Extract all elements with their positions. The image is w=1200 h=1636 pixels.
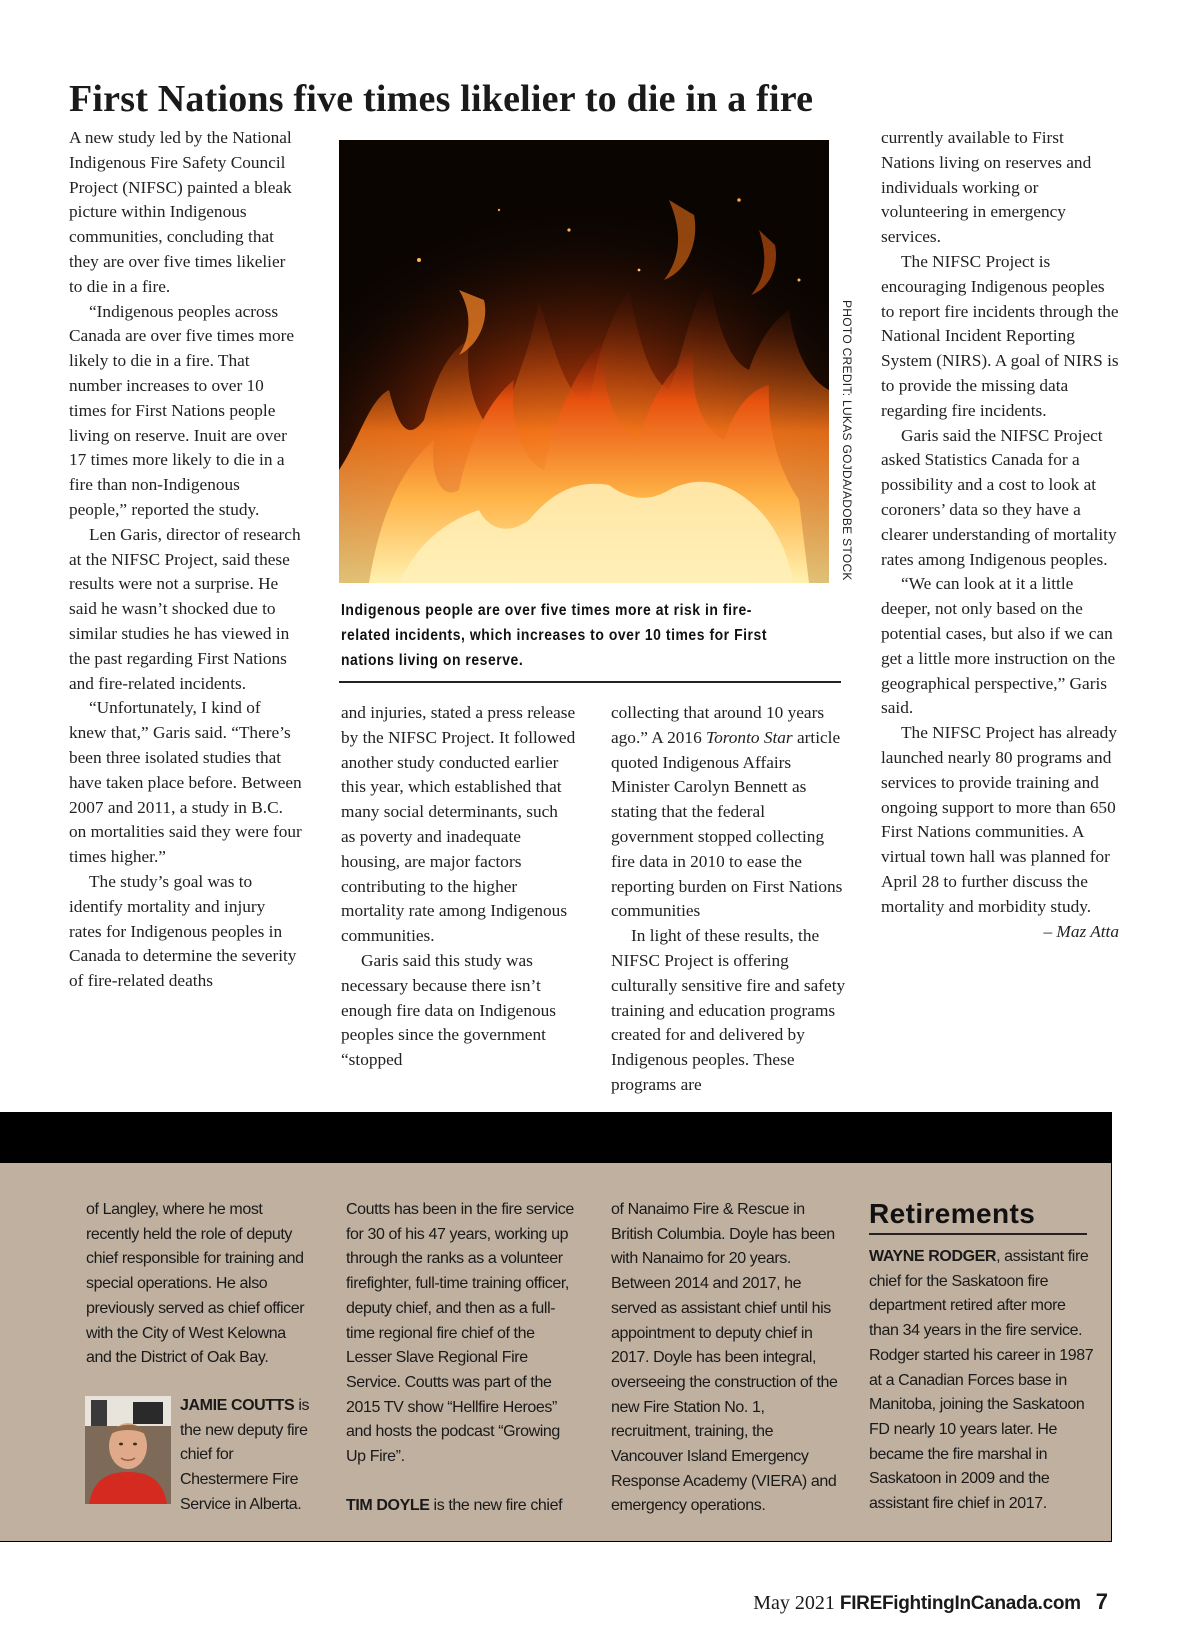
panel-column-3 (611, 1198, 843, 1519)
panel-column-2 (346, 1198, 576, 1519)
text-run: is the new fire chief (429, 1497, 563, 1515)
page-footer (753, 1589, 1108, 1617)
headshot-image (85, 1396, 171, 1504)
article-paragraph: The NIFSC Project is encouraging Indigenous peoples to report fire incidents through the National Incident Reporting System (NIRS). A goal of NIRS is to provide the missing data regarding fire incidents. (881, 251, 1119, 420)
article-paragraph: and injuries, stated a press release by the NIFSC Project. It followed another study conducted earlier this year, which established that many social determinants, such as poverty and inadequate housing, are major factors contributing to the higher mortality rate among Indigenous communities. (341, 703, 576, 946)
magazine-website: FIREFightingInCanada.com (839, 1593, 1081, 1614)
page-number: 7 (1095, 1589, 1108, 1614)
article-paragraph: In light of these results, the NIFSC Project is offering culturally sensitive fire and safety training and education programs created for and delivered by Indigenous peoples. These programs are (611, 926, 846, 1094)
panel-paragraph (346, 1494, 576, 1519)
section-bar (0, 1112, 1112, 1164)
text-run: , assistant fire chief for the Saskatoon fire department retired after more than 34 years in the fire service. Rodger started his career in 1987 at a Canadian Forces base in Manitoba, joining the Saskatoon FD nearly 10 years later. He became the fire marshal in Saskatoon in 2009 and the assistant fire chief in 2017. (869, 1248, 1094, 1513)
panel-paragraph: Coutts has been in the fire service for 30 of his 47 years, working up through the ranks as a volunteer firefighter, full-time training officer, deputy chief, and then as a full-time regional fire chief of the Lesser Slave Regional Fire Service. Coutts was part of the 2015 TV show “Hellfire Heroes” and hosts the podcast “Growing Up Fire”. (346, 1201, 574, 1466)
article-paragraph: The study’s goal was to identify mortality and injury rates for Indigenous peoples in Canada to determine the severity of fire-related deaths (69, 871, 297, 991)
publication-name: Toronto Star (706, 727, 793, 747)
fire-photo (339, 140, 829, 583)
article-paragraph (611, 701, 846, 924)
panel-paragraph: of Langley, where he most recently held the role of deputy chief responsible for training and special operations. He also previously served as chief officer with the City of West Kelowna and the District of Oak Bay. (86, 1201, 305, 1367)
photo-credit: PHOTO CREDIT: LUKAS GOJDA/ADOBE STOCK (840, 300, 854, 581)
retirements-column (869, 1245, 1097, 1517)
panel-column-1 (86, 1198, 314, 1371)
article-paragraph: currently available to First Nations living on reserves and individuals working or volunteering in emergency services. (881, 128, 1092, 247)
article-paragraph: A new study led by the National Indigenous Fire Safety Council Project (NIFSC) painted a bleak picture within Indigenous communities, concluding that they are over five times likelier to die in a fire. (69, 128, 292, 296)
retirements-divider (869, 1233, 1087, 1235)
person-name: WAYNE RODGER (869, 1248, 997, 1265)
panel-paragraph (180, 1394, 316, 1518)
issue-date: May 2021 (753, 1592, 835, 1614)
caption-divider (339, 681, 841, 683)
article-paragraph: Len Garis, director of research at the NIFSC Project, said these results were not a surprise. He said he wasn’t shocked due to similar studies he has viewed in the past regarding First Nations and fire-related incidents. (69, 524, 301, 693)
article-column-1 (69, 126, 302, 994)
flames-image (339, 140, 829, 583)
text-run: article quoted Indigenous Affairs Minister Carolyn Bennett as stating that the federal government stopped collecting fire data in 2010 to ease the reporting burden on First Nations communities (611, 727, 843, 921)
article-paragraph: Garis said the NIFSC Project asked Statistics Canada for a possibility and a cost to look at coroners’ data so they have a clearer understanding of mortality rates among Indigenous peoples. (881, 425, 1117, 569)
article-column-3 (611, 701, 846, 1098)
panel-paragraph: of Nanaimo Fire & Rescue in British Columbia. Doyle has been with Nanaimo for 20 years. Between 2014 and 2017, he served as assistant chief until his appointment to deputy chief in 2017. Doyle has been integral, overseeing the construction of the new Fire Station No. 1, recruitment, training, the Vancouver Island Emergency Response Academy (VIERA) and emergency operations. (611, 1201, 838, 1515)
article-headline: First Nations five times likelier to die in a fire (69, 78, 814, 120)
text-run: collecting that around 10 years ago.” A 2016 (611, 703, 825, 747)
jamie-coutts-photo (85, 1396, 171, 1504)
article-paragraph: “We can look at it a little deeper, not only based on the potential cases, but also if we can get a little more instruction on the geographical perspective,” Garis said. (881, 574, 1116, 718)
article-column-2 (341, 701, 576, 1073)
article-byline: – Maz Atta (1043, 921, 1119, 941)
article-paragraph: “Indigenous peoples across Canada are over five times more likely to die in a fire. That number increases to over 10 times for First Nations people living on reserve. Inuit are over 17 times more likely to die in a fire than non-Indigenous people,” reported the study. (69, 301, 295, 519)
jamie-coutts-entry (180, 1394, 316, 1518)
person-name: JAMIE COUTTS (180, 1397, 295, 1414)
person-name: TIM DOYLE (346, 1497, 430, 1515)
panel-paragraph (869, 1245, 1097, 1517)
article-column-4 (881, 126, 1119, 944)
retirements-heading: Retirements (869, 1198, 1036, 1229)
text-run: is the new deputy fire chief for Chestermere Fire Service in Alberta. (180, 1397, 310, 1513)
article-paragraph: The NIFSC Project has already launched nearly 80 programs and services to provide training and ongoing support to more than 650 First Nations communities. A virtual town hall was planned for April 28 to further discuss the mortality and morbidity study. (881, 723, 1117, 916)
photo-caption: Indigenous people are over five times more at risk in fire-related incidents, which increases to over 10 times for First nations living on reserve. (341, 602, 768, 669)
article-paragraph: Garis said this study was necessary because there isn’t enough fire data on Indigenous peoples since the government “stopped (341, 950, 556, 1070)
article-paragraph: “Unfortunately, I kind of knew that,” Garis said. “There’s been three isolated studies that have taken place before. Between 2007 and 2011, a study in B.C. on mortalities said they were four times higher.” (69, 698, 302, 867)
